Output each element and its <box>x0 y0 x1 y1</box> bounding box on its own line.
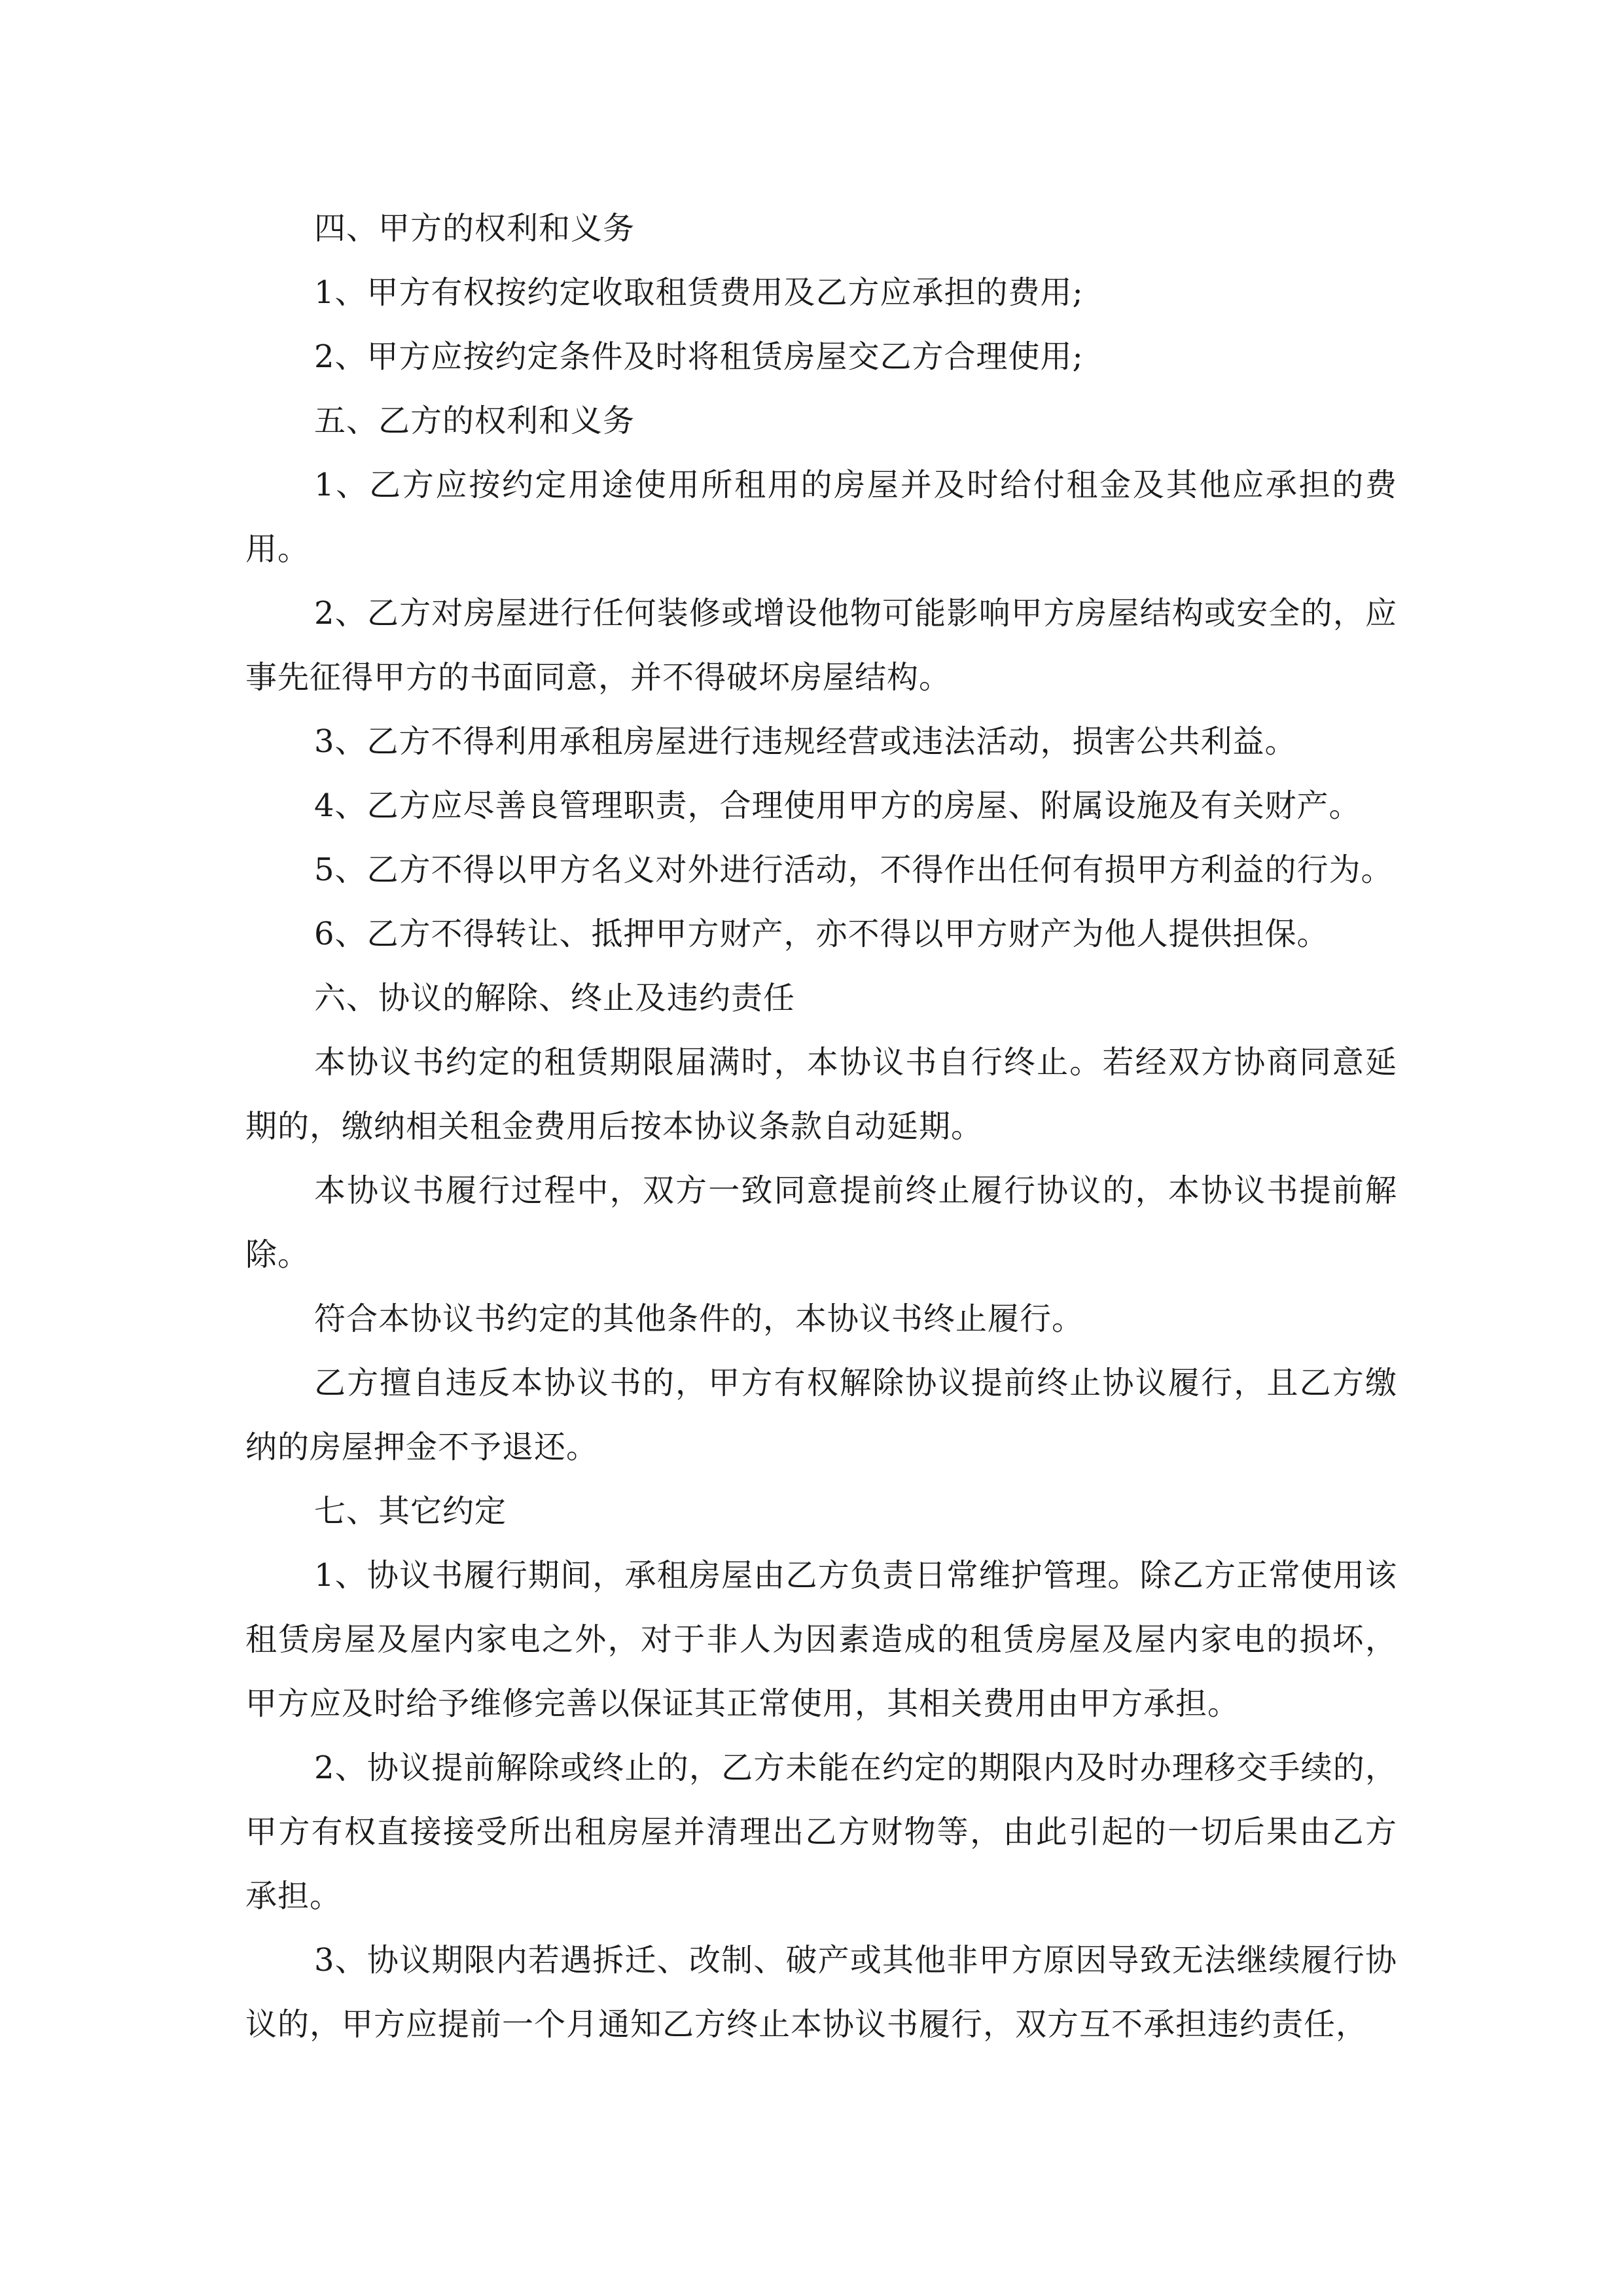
clause-6-expiry: 本协议书约定的租赁期限届满时，本协议书自行终止。若经双方协商同意延期的，缴纳相关租金费用后按本协议条款自动延期。 <box>245 1044 1397 1145</box>
section-heading-7: 七、其它约定 <box>314 1493 507 1530</box>
clause-5-6: 6、乙方不得转让、抵押甲方财产，亦不得以甲方财产为他人提供担保。 <box>314 916 1329 952</box>
clause-5-3: 3、乙方不得利用承租房屋进行违规经营或违法活动，损害公共利益。 <box>314 723 1297 760</box>
clause-5-4: 4、乙方应尽善良管理职责，合理使用甲方的房屋、附属设施及有关财产。 <box>314 787 1361 824</box>
clause-6-breach: 乙方擅自违反本协议书的，甲方有权解除协议提前终止协议履行，且乙方缴纳的房屋押金不予退还。 <box>245 1365 1397 1465</box>
clause-6-other-conditions: 符合本协议书约定的其他条件的，本协议书终止履行。 <box>314 1300 1084 1337</box>
clause-4-2: 2、甲方应按约定条件及时将租赁房屋交乙方合理使用; <box>314 338 1084 375</box>
clause-5-1: 1、乙方应按约定用途使用所租用的房屋并及时给付租金及其他应承担的费用。 <box>245 467 1397 567</box>
clause-7-1: 1、协议书履行期间，承租房屋由乙方负责日常维护管理。除乙方正常使用该租赁房屋及屋内家电之外，对于非人为因素造成的租赁房屋及屋内家电的损坏，甲方应及时给予维修完善以保证其正常使用，其相关费用由甲方承担。 <box>245 1557 1397 1722</box>
section-heading-4: 四、甲方的权利和义务 <box>314 210 635 247</box>
clause-6-early-termination: 本协议书履行过程中，双方一致同意提前终止履行协议的，本协议书提前解除。 <box>245 1172 1397 1273</box>
clause-7-2: 2、协议提前解除或终止的，乙方未能在约定的期限内及时办理移交手续的，甲方有权直接接受所出租房屋并清理出乙方财物等，由此引起的一切后果由乙方承担。 <box>245 1749 1397 1914</box>
clause-7-3: 3、协议期限内若遇拆迁、改制、破产或其他非甲方原因导致无法继续履行协议的，甲方应提前一个月通知乙方终止本协议书履行，双方互不承担违约责任， <box>245 1942 1397 2043</box>
clause-4-1: 1、甲方有权按约定收取租赁费用及乙方应承担的费用; <box>314 274 1084 311</box>
section-heading-5: 五、乙方的权利和义务 <box>314 403 635 439</box>
clause-5-5: 5、乙方不得以甲方名义对外进行活动，不得作出任何有损甲方利益的行为。 <box>314 852 1393 888</box>
clause-5-2: 2、乙方对房屋进行任何装修或增设他物可能影响甲方房屋结构或安全的，应事先征得甲方的书面同意，并不得破坏房屋结构。 <box>245 595 1397 696</box>
document-body <box>245 196 1397 2056</box>
section-heading-6: 六、协议的解除、终止及违约责任 <box>314 980 796 1016</box>
